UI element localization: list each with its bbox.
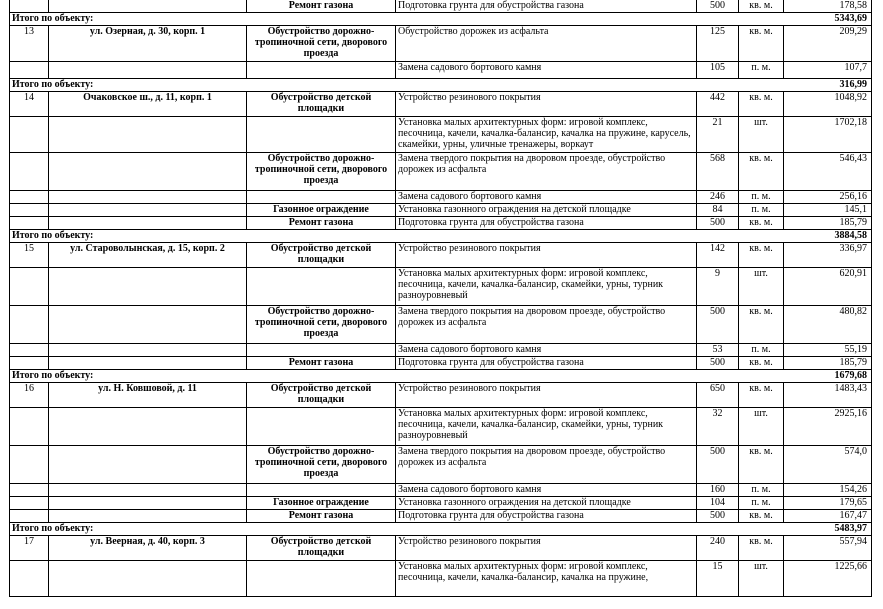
object-address xyxy=(49,484,247,497)
amount: 167,47 xyxy=(784,510,872,523)
total-label: Итого по объекту: xyxy=(10,79,396,92)
object-total-row xyxy=(10,523,872,536)
amount: 2925,16 xyxy=(784,408,872,446)
amount: 179,65 xyxy=(784,497,872,510)
total-spacer xyxy=(396,230,784,243)
work-description: Подготовка грунта для обустройства газона xyxy=(396,217,697,230)
work-type xyxy=(247,561,396,597)
work-type xyxy=(247,344,396,357)
amount: 185,79 xyxy=(784,217,872,230)
amount: 1048,92 xyxy=(784,92,872,117)
work-description: Замена садового бортового камня xyxy=(396,62,697,79)
quantity: 500 xyxy=(697,446,739,484)
object-number xyxy=(10,268,49,306)
table-row xyxy=(10,344,872,357)
table-row xyxy=(10,204,872,217)
total-value: 5483,97 xyxy=(784,523,872,536)
object-address xyxy=(49,191,247,204)
amount: 1702,18 xyxy=(784,117,872,153)
object-address: ул. Озерная, д. 30, корп. 1 xyxy=(49,26,247,62)
table-row xyxy=(10,536,872,561)
object-number xyxy=(10,561,49,597)
work-type: Ремонт газона xyxy=(247,217,396,230)
table-row xyxy=(10,306,872,344)
amount: 55,19 xyxy=(784,344,872,357)
table-row xyxy=(10,446,872,484)
amount: 336,97 xyxy=(784,243,872,268)
quantity: 53 xyxy=(697,344,739,357)
work-description: Замена твердого покрытия на дворовом проезде, обустройство дорожек из асфальта xyxy=(396,306,697,344)
object-total-row xyxy=(10,230,872,243)
work-description: Устройство резинового покрытия xyxy=(396,243,697,268)
table-row xyxy=(10,153,872,191)
object-address xyxy=(49,344,247,357)
work-description: Замена садового бортового камня xyxy=(396,191,697,204)
work-type xyxy=(247,408,396,446)
object-address xyxy=(49,561,247,597)
object-number xyxy=(10,191,49,204)
unit: кв. м. xyxy=(739,536,784,561)
work-description: Устройство резинового покрытия xyxy=(396,536,697,561)
work-type: Обустройство дорожно-тропиночной сети, дворового проезда xyxy=(247,153,396,191)
quantity: 105 xyxy=(697,62,739,79)
object-number xyxy=(10,484,49,497)
table-row xyxy=(10,408,872,446)
work-description: Установка малых архитектурных форм: игровой комплекс, песочница, качели, качалка-балансир, скамейки, урны, турник разноуровневый xyxy=(396,408,697,446)
work-description: Установка газонного ограждения на детской площадке xyxy=(396,204,697,217)
object-number xyxy=(10,204,49,217)
work-type: Обустройство детской площадки xyxy=(247,383,396,408)
total-label: Итого по объекту: xyxy=(10,370,396,383)
work-type xyxy=(247,117,396,153)
amount: 107,7 xyxy=(784,62,872,79)
work-type: Ремонт газона xyxy=(247,510,396,523)
quantity: 500 xyxy=(697,0,739,13)
amount: 1225,66 xyxy=(784,561,872,597)
object-total-row xyxy=(10,13,872,26)
total-label: Итого по объекту: xyxy=(10,13,396,26)
quantity: 160 xyxy=(697,484,739,497)
object-address: ул. Н. Ковшовой, д. 11 xyxy=(49,383,247,408)
table-row xyxy=(10,510,872,523)
work-type: Обустройство дорожно-тропиночной сети, дворового проезда xyxy=(247,26,396,62)
unit: п. м. xyxy=(739,344,784,357)
work-type xyxy=(247,484,396,497)
quantity: 240 xyxy=(697,536,739,561)
object-address xyxy=(49,510,247,523)
object-number xyxy=(10,117,49,153)
object-address xyxy=(49,268,247,306)
object-address xyxy=(49,62,247,79)
total-spacer xyxy=(396,13,784,26)
amount: 178,58 xyxy=(784,0,872,13)
unit: п. м. xyxy=(739,484,784,497)
unit: п. м. xyxy=(739,497,784,510)
work-description: Установка малых архитектурных форм: игровой комплекс, песочница, качели, качалка-балансир, качалка на пружине, карусель, скамейки, урны, уличные тренажеры, воркаут xyxy=(396,117,697,153)
table-row xyxy=(10,62,872,79)
object-total-row xyxy=(10,370,872,383)
amount: 574,0 xyxy=(784,446,872,484)
work-type: Ремонт газона xyxy=(247,357,396,370)
object-address xyxy=(49,204,247,217)
unit: кв. м. xyxy=(739,510,784,523)
table-row xyxy=(10,117,872,153)
work-type: Газонное ограждение xyxy=(247,204,396,217)
object-address xyxy=(49,153,247,191)
total-spacer xyxy=(396,523,784,536)
work-description: Подготовка грунта для обустройства газона xyxy=(396,510,697,523)
table-row xyxy=(10,217,872,230)
object-address xyxy=(49,217,247,230)
object-number xyxy=(10,0,49,13)
unit: кв. м. xyxy=(739,0,784,13)
unit: кв. м. xyxy=(739,243,784,268)
amount: 557,94 xyxy=(784,536,872,561)
work-description: Подготовка грунта для обустройства газона xyxy=(396,357,697,370)
work-type: Обустройство детской площадки xyxy=(247,536,396,561)
unit: кв. м. xyxy=(739,306,784,344)
table-row xyxy=(10,191,872,204)
work-type: Обустройство детской площадки xyxy=(247,243,396,268)
quantity: 246 xyxy=(697,191,739,204)
work-description: Устройство резинового покрытия xyxy=(396,383,697,408)
object-total-row xyxy=(10,79,872,92)
amount: 145,1 xyxy=(784,204,872,217)
object-address xyxy=(49,446,247,484)
table-row xyxy=(10,383,872,408)
object-number xyxy=(10,357,49,370)
object-number xyxy=(10,62,49,79)
unit: кв. м. xyxy=(739,26,784,62)
object-address: ул. Староволынская, д. 15, корп. 2 xyxy=(49,243,247,268)
object-number: 17 xyxy=(10,536,49,561)
object-address: Очаковское ш., д. 11, корп. 1 xyxy=(49,92,247,117)
unit: шт. xyxy=(739,561,784,597)
object-number xyxy=(10,344,49,357)
quantity: 500 xyxy=(697,306,739,344)
quantity: 125 xyxy=(697,26,739,62)
work-description: Обустройство дорожек из асфальта xyxy=(396,26,697,62)
work-description: Замена твердого покрытия на дворовом проезде, обустройство дорожек из асфальта xyxy=(396,446,697,484)
amount: 209,29 xyxy=(784,26,872,62)
work-type: Обустройство дорожно-тропиночной сети, дворового проезда xyxy=(247,446,396,484)
work-description: Устройство резинового покрытия xyxy=(396,92,697,117)
work-type: Обустройство дорожно-тропиночной сети, дворового проезда xyxy=(247,306,396,344)
total-spacer xyxy=(396,79,784,92)
table-row xyxy=(10,0,872,13)
quantity: 104 xyxy=(697,497,739,510)
total-value: 5343,69 xyxy=(784,13,872,26)
object-number xyxy=(10,446,49,484)
quantity: 500 xyxy=(697,357,739,370)
object-number: 13 xyxy=(10,26,49,62)
amount: 154,26 xyxy=(784,484,872,497)
quantity: 500 xyxy=(697,510,739,523)
unit: шт. xyxy=(739,268,784,306)
work-type: Ремонт газона xyxy=(247,0,396,13)
table-row xyxy=(10,243,872,268)
work-description: Замена садового бортового камня xyxy=(396,484,697,497)
table-row xyxy=(10,357,872,370)
object-address: ул. Веерная, д. 40, корп. 3 xyxy=(49,536,247,561)
table-row xyxy=(10,561,872,597)
work-type: Обустройство детской площадки xyxy=(247,92,396,117)
unit: кв. м. xyxy=(739,446,784,484)
quantity: 21 xyxy=(697,117,739,153)
unit: п. м. xyxy=(739,204,784,217)
table-row xyxy=(10,497,872,510)
object-number xyxy=(10,497,49,510)
unit: кв. м. xyxy=(739,92,784,117)
quantity: 15 xyxy=(697,561,739,597)
work-description: Замена твердого покрытия на дворовом проезде, обустройство дорожек из асфальта xyxy=(396,153,697,191)
amount: 620,91 xyxy=(784,268,872,306)
object-address xyxy=(49,306,247,344)
object-number xyxy=(10,408,49,446)
work-description: Замена садового бортового камня xyxy=(396,344,697,357)
amount: 185,79 xyxy=(784,357,872,370)
total-spacer xyxy=(396,370,784,383)
unit: кв. м. xyxy=(739,383,784,408)
works-table xyxy=(9,0,872,597)
quantity: 84 xyxy=(697,204,739,217)
work-description: Подготовка грунта для обустройства газона xyxy=(396,0,697,13)
unit: шт. xyxy=(739,408,784,446)
unit: кв. м. xyxy=(739,217,784,230)
unit: п. м. xyxy=(739,62,784,79)
object-address xyxy=(49,357,247,370)
unit: кв. м. xyxy=(739,357,784,370)
unit: п. м. xyxy=(739,191,784,204)
object-number xyxy=(10,510,49,523)
unit: кв. м. xyxy=(739,153,784,191)
quantity: 650 xyxy=(697,383,739,408)
total-value: 1679,68 xyxy=(784,370,872,383)
object-address xyxy=(49,408,247,446)
object-address xyxy=(49,0,247,13)
object-number: 16 xyxy=(10,383,49,408)
quantity: 9 xyxy=(697,268,739,306)
total-value: 316,99 xyxy=(784,79,872,92)
amount: 1483,43 xyxy=(784,383,872,408)
amount: 256,16 xyxy=(784,191,872,204)
work-description: Установка малых архитектурных форм: игровой комплекс, песочница, качели, качалка-балансир, скамейки, урны, турник разноуровневый xyxy=(396,268,697,306)
quantity: 568 xyxy=(697,153,739,191)
total-label: Итого по объекту: xyxy=(10,523,396,536)
work-type xyxy=(247,268,396,306)
work-description: Установка малых архитектурных форм: игровой комплекс, песочница, качели, качалка-балансир, качалка на пружине, xyxy=(396,561,697,597)
table-row xyxy=(10,484,872,497)
amount: 480,82 xyxy=(784,306,872,344)
object-number: 14 xyxy=(10,92,49,117)
unit: шт. xyxy=(739,117,784,153)
object-number xyxy=(10,306,49,344)
object-address xyxy=(49,497,247,510)
object-number xyxy=(10,153,49,191)
work-type xyxy=(247,191,396,204)
work-type: Газонное ограждение xyxy=(247,497,396,510)
quantity: 142 xyxy=(697,243,739,268)
quantity: 442 xyxy=(697,92,739,117)
table-row xyxy=(10,92,872,117)
object-number: 15 xyxy=(10,243,49,268)
work-type xyxy=(247,62,396,79)
quantity: 500 xyxy=(697,217,739,230)
total-label: Итого по объекту: xyxy=(10,230,396,243)
object-address xyxy=(49,117,247,153)
amount: 546,43 xyxy=(784,153,872,191)
object-number xyxy=(10,217,49,230)
table-row xyxy=(10,268,872,306)
total-value: 3884,58 xyxy=(784,230,872,243)
quantity: 32 xyxy=(697,408,739,446)
work-description: Установка газонного ограждения на детской площадке xyxy=(396,497,697,510)
table-row xyxy=(10,26,872,62)
